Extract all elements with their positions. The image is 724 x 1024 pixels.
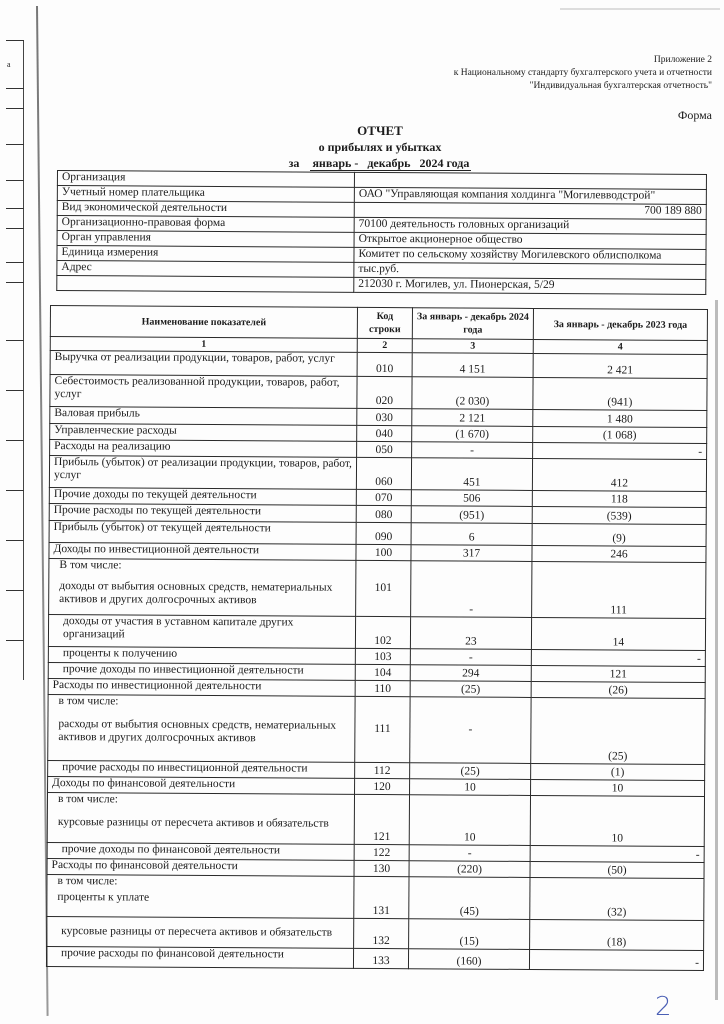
info-value: Открытое акционерное общество [354,232,706,249]
info-value: 212030 г. Могилев, ул. Пионерская, 5/29 [354,277,706,294]
row-code: 110 [355,680,410,696]
handwritten-page-number: 2 [655,992,672,1022]
column-header-code: Код строки [357,307,412,338]
row-current: (25) [410,763,531,780]
margin-tick [6,208,24,209]
row-name: Прочие доходы по текущей деятельности [49,487,356,505]
appendix-line: "Индивидуальная бухгалтерская отчетность" [529,81,712,91]
profit-loss-table [46,305,708,971]
row-name: прочие расходы по инвестиционной деятельности [48,760,355,778]
row-previous: - [531,649,705,666]
organization-info-table [56,170,707,295]
row-name: Прибыль (убыток) от реализации продукции, товаров, работ, услуг [49,456,356,490]
row-code: 080 [356,505,411,522]
info-value: ОАО "Управляющая компания холдинга "Могилевводстрой" [354,187,706,204]
row-previous: (25) [531,697,705,764]
row-current: - [410,697,531,764]
column-number: 1 [50,337,357,353]
subtitle-label: В том числе: [59,559,122,572]
row-current: (45) [409,877,530,920]
row-code: 120 [355,778,410,794]
row-previous: - [530,845,704,862]
row-name [47,874,354,918]
column-header-previous: За январь - декабрь 2023 года [533,308,707,340]
table-row [48,614,705,650]
row-code: 101 [356,560,411,616]
row-code: 122 [354,844,409,860]
row-current: (160) [408,949,529,970]
appendix-line: к Национальному стандарту бухгалтерского учета и отчетности [453,68,712,78]
row-code: 020 [357,376,412,408]
info-label: Адрес [57,261,354,278]
scan-margin [0,0,28,1024]
row-code: 130 [354,860,409,876]
row-name: курсовые разницы от пересчета активов и обязательств [47,916,354,948]
row-name: прочие расходы по финансовой деятельности [46,946,353,968]
row-previous: (32) [530,877,704,920]
table-row [47,916,704,950]
header-row [50,306,707,341]
row-current: (25) [410,681,531,698]
row-name: проценты к получению [48,646,355,664]
row-current: - [411,561,532,618]
margin-tick [6,108,24,109]
row-previous: (1 068) [533,426,707,443]
row-name: прочие доходы по финансовой деятельности [47,842,354,860]
row-previous: 412 [532,458,706,491]
table-row [49,456,706,492]
subtitle-label: в том числе: [57,875,118,888]
column-number: 2 [357,338,412,352]
margin-tick [6,540,24,541]
row-current: 2 121 [412,409,533,427]
info-label: Орган управления [57,231,354,248]
row-name: Выручка от реализации продукции, товаров, работ, услуг [50,351,357,377]
info-value: 70100 деятельность головных организаций [354,217,706,234]
row-code: 104 [355,664,410,680]
row-current: 451 [411,458,532,491]
appendix-note [454,54,712,93]
row-current: (951) [411,506,532,524]
period-prefix: за [288,156,300,170]
report-subheading: о прибылях и убытках [318,140,442,154]
margin-tick [6,40,24,41]
row-current: 10 [410,779,531,796]
info-row [57,276,706,295]
row-name: Себестоимость реализованной продукции, товаров, работ, услуг [50,375,357,409]
row-previous: (50) [530,861,704,878]
row-current: - [412,442,533,459]
subtitle-text: доходы от выбытия основных средств, нематериальных активов и других долгосрочных активов [59,580,333,607]
row-code: 121 [354,794,409,844]
page-edge [560,8,720,10]
info-label [57,276,354,293]
margin-tick [6,640,24,641]
row-previous: 2 421 [533,353,707,378]
info-value: Комитет по сельскому хозяйству Могилевского облисполкома [354,247,706,264]
row-code: 050 [357,441,412,457]
table-row [47,792,704,846]
row-name: Прибыль (убыток) от текущей деятельности [49,520,356,544]
row-current: (220) [409,861,530,878]
row-current: (2 030) [412,377,533,410]
row-name: Расходы по инвестиционной деятельности [48,678,355,696]
row-current: 10 [409,795,530,846]
row-current: (15) [409,919,530,950]
page-edge [715,300,718,1000]
row-name: доходы от участия в уставном капитале других организаций [48,614,355,648]
row-previous: - [533,442,707,459]
margin-tick [6,262,24,263]
row-code: 111 [355,696,410,762]
margin-mark: а [7,60,11,69]
row-previous: (539) [532,506,706,524]
form-label: Форма [677,108,712,122]
report-title [230,123,530,171]
row-current: - [410,649,531,666]
column-header-current: За январь - декабрь 2024 года [412,308,533,340]
row-name: Расходы по финансовой деятельности [47,858,354,876]
row-code: 133 [353,948,408,968]
info-label: Организация [57,171,354,188]
table-row [46,946,703,970]
row-code: 090 [356,522,411,544]
row-code: 102 [355,616,410,648]
row-previous: 10 [531,779,705,796]
row-code: 103 [355,648,410,664]
subtitle-text: расходы от выбытия основных средств, нематериальных активов и других долгосрочных активов [58,718,337,745]
margin-tick [6,228,24,229]
row-current: 506 [411,490,532,507]
margin-tick [6,88,24,89]
row-current: 4 151 [412,353,533,378]
table-row [50,375,707,411]
row-previous: 246 [532,545,706,562]
period-value: январь - декабрь 2024 года [312,156,470,170]
column-number: 3 [412,339,533,354]
info-label: Организационно-правовая форма [57,216,354,233]
row-name [48,694,355,762]
row-code: 070 [356,489,411,505]
row-name [49,558,356,616]
info-value: тыс.руб. [354,262,706,279]
row-current: 317 [411,545,532,562]
info-value: 700 189 880 [354,202,706,219]
subtitle-text: курсовые разницы от пересчета активов и обязательств [57,816,329,830]
report-period [230,156,530,171]
row-code: 112 [355,762,410,778]
margin-tick [6,440,24,441]
row-previous: - [529,949,703,970]
row-previous: (1) [531,763,705,780]
row-code: 060 [356,457,411,489]
row-current: - [409,845,530,862]
row-previous: (9) [532,523,706,546]
subtitle-label: в том числе: [57,793,118,806]
margin-tick [6,282,24,283]
row-name: Доходы по финансовой деятельности [48,776,355,794]
row-code: 131 [354,876,409,918]
margin-rule [23,40,24,680]
row-previous: (26) [531,681,705,698]
row-name: прочие доходы по инвестиционной деятельности [48,662,355,680]
table-row [48,694,705,764]
row-name: Управленческие расходы [50,424,357,442]
row-previous: 111 [532,561,706,618]
appendix-line: Приложение 2 [653,55,712,65]
row-previous: 1 480 [533,409,707,427]
row-code: 040 [357,425,412,441]
row-name: Доходы по инвестиционной деятельности [49,542,356,560]
margin-tick [6,180,24,181]
row-current: 23 [410,617,531,650]
row-name: Расходы на реализацию [50,440,357,458]
subtitle-label: в том числе: [58,695,119,708]
table-row [47,874,704,920]
row-current: 294 [410,665,531,682]
margin-tick [6,390,24,391]
margin-tick [6,590,24,591]
subtitle-text: проценты к уплате [57,891,150,904]
table-row [49,558,706,618]
row-code: 100 [356,544,411,560]
report-heading: ОТЧЕТ [357,123,403,138]
column-header-name: Наименование показателей [50,306,357,339]
row-code: 030 [357,408,412,425]
row-name: Прочие расходы по текущей деятельности [49,503,356,522]
column-number: 4 [533,339,707,354]
info-label: Единица измерения [57,246,354,263]
row-code: 132 [354,918,409,948]
info-label: Учетный номер плательщика [57,186,354,203]
row-code: 010 [357,352,412,376]
row-previous: (941) [533,377,707,410]
row-name [47,792,354,844]
row-previous: 14 [531,617,705,650]
row-previous: 10 [530,795,704,846]
margin-tick [6,490,24,491]
row-previous: (18) [530,919,704,950]
margin-tick [6,144,24,145]
row-previous: 118 [532,490,706,507]
row-name: Валовая прибыль [50,407,357,426]
row-previous: 121 [531,665,705,682]
info-label: Вид экономической деятельности [57,201,354,218]
row-current: 6 [411,523,532,546]
margin-tick [6,340,24,341]
row-current: (1 670) [412,426,533,443]
